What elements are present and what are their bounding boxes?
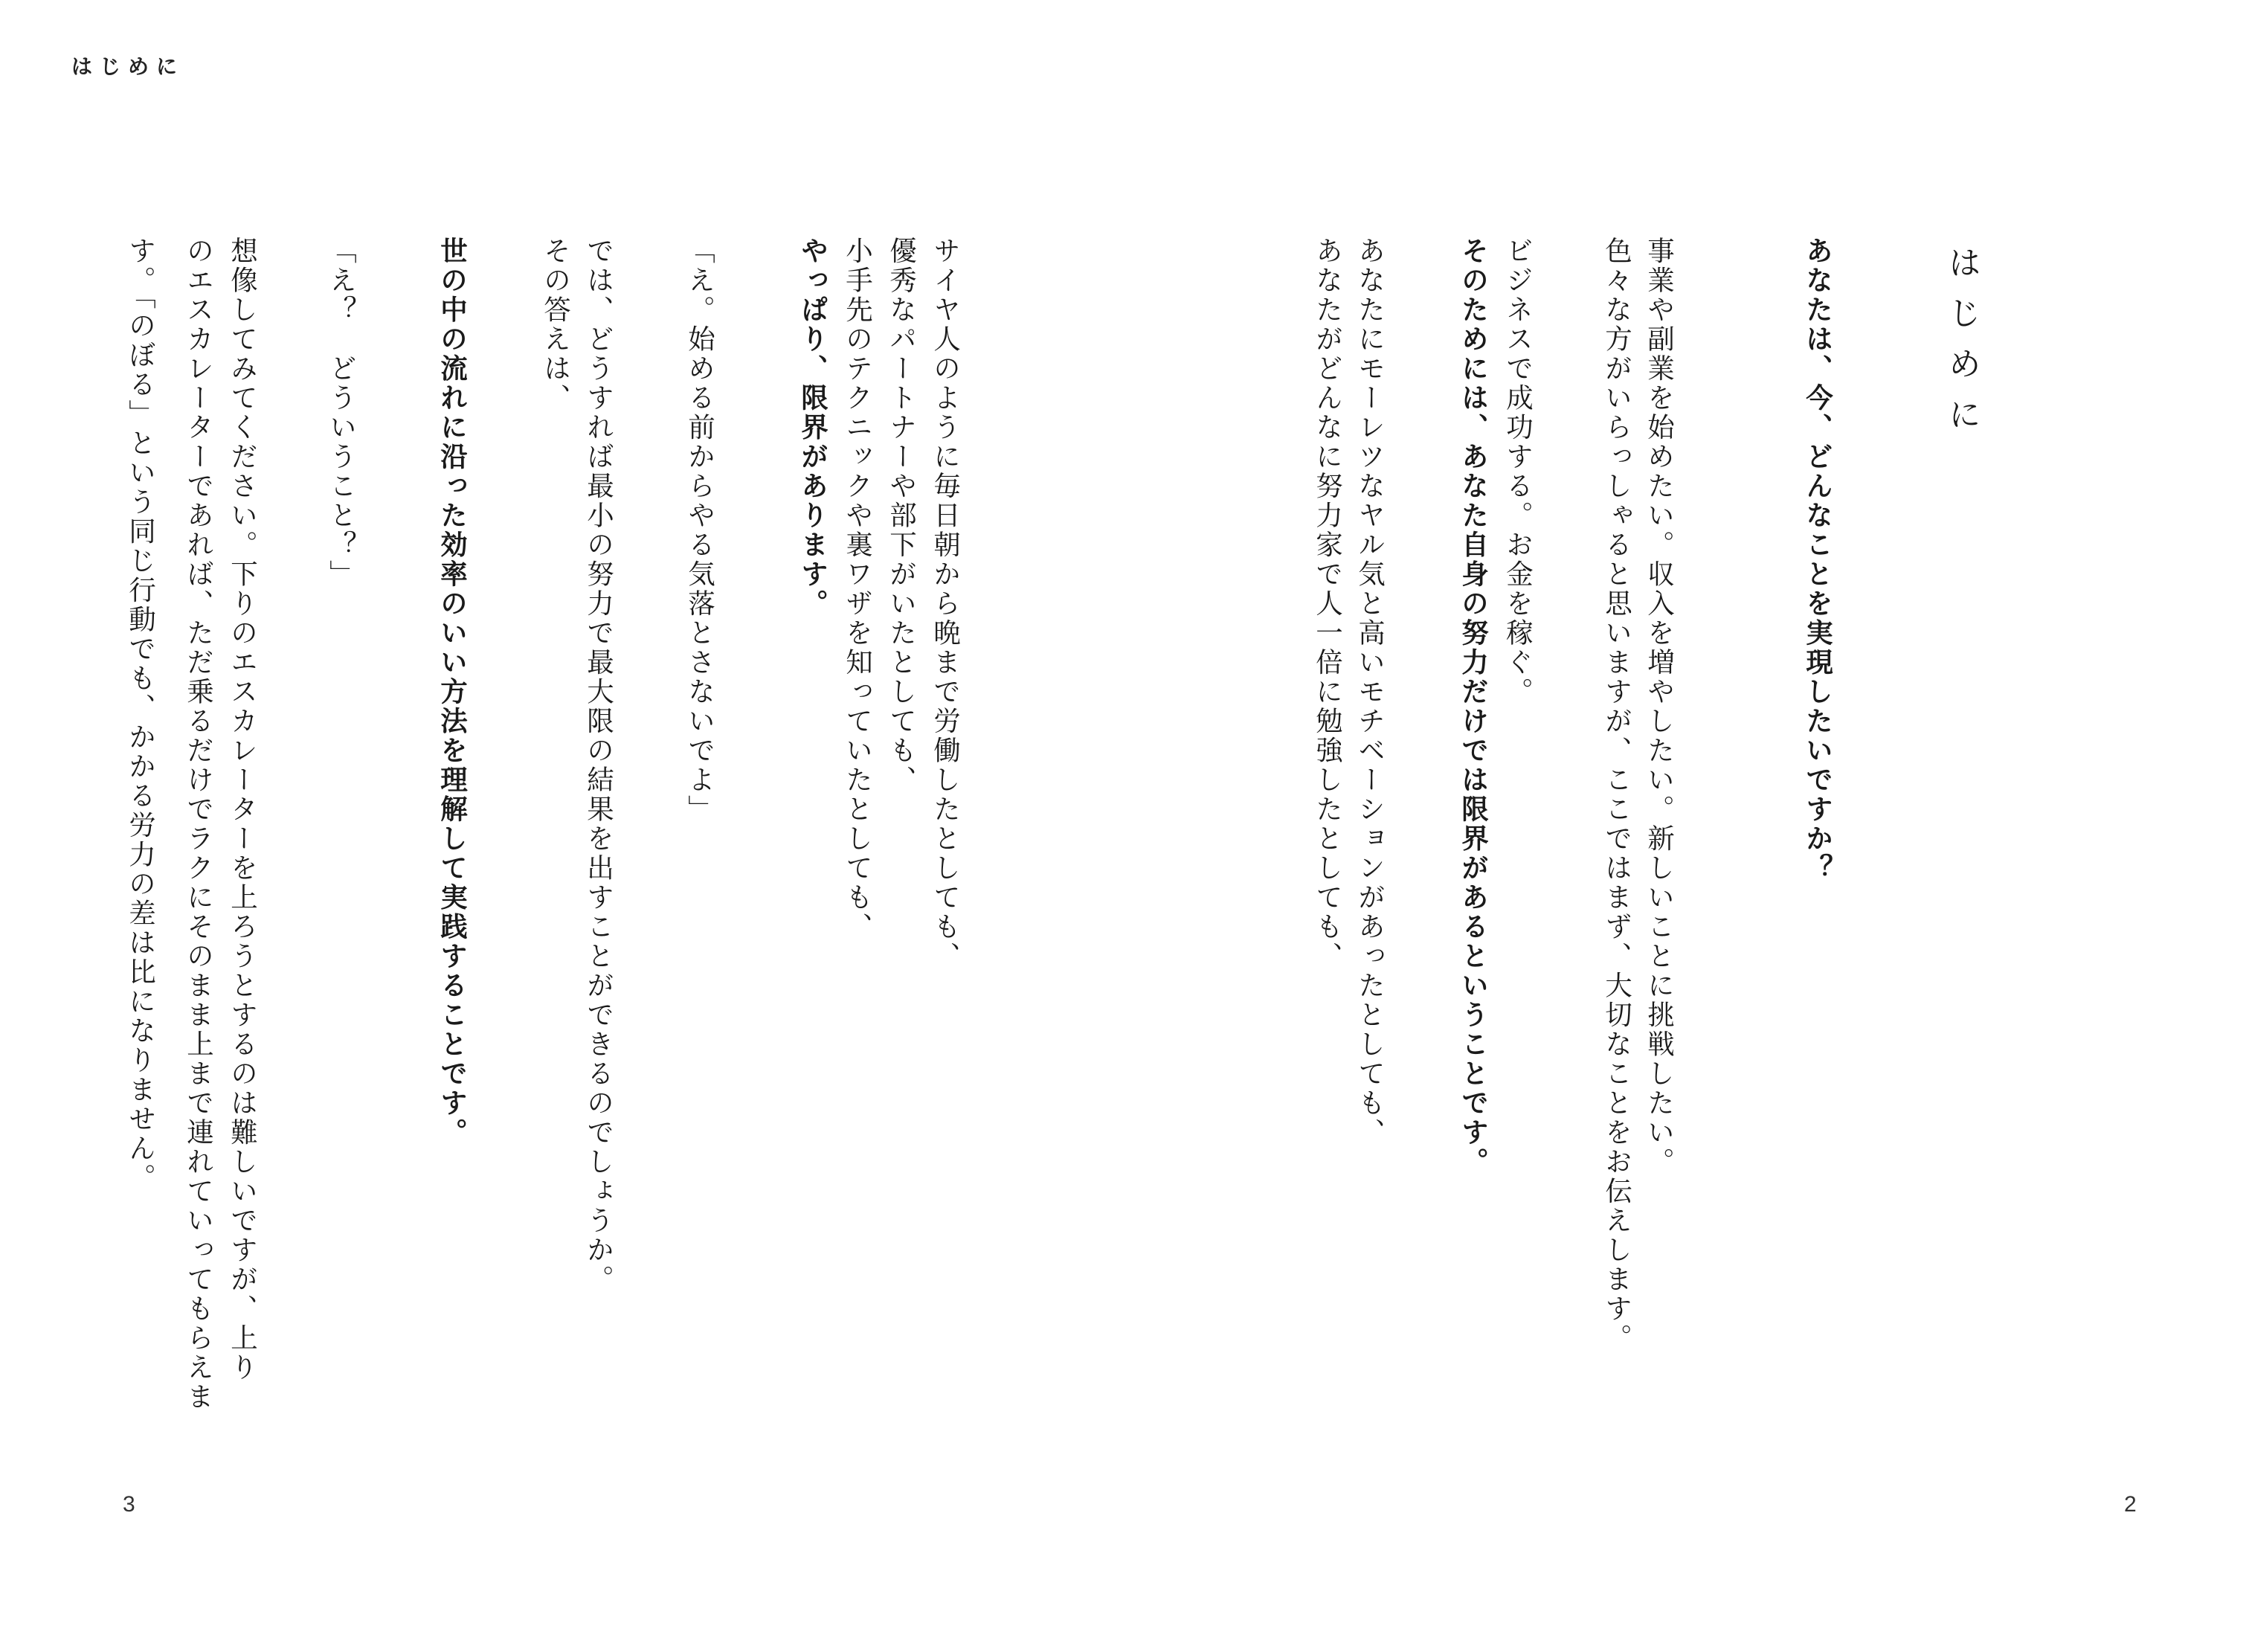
body-line: あなたにモーレツなヤル気と高いモチベーションがあったとしても、 [1354,237,1386,1148]
running-head: はじめに [71,54,185,79]
body-line-emphasis: 世の中の流れに沿った効率のいい方法を理解して実践することです。 [436,237,469,1148]
body-line: す。「のぼる」という同じ行動でも、かかる労力の差は比になりません。 [124,237,157,1193]
body-line: のエスカレーターであれば、ただ乗るだけでラクにそのまま上まで連れていってもらえま [182,237,215,1412]
body-line-quote: 「え。始める前からやる気落とさないでよ」 [683,237,716,824]
body-line-quote: 「え？ どういうこと？」 [325,237,358,589]
body-line-emphasis: やっぱり、限界があります。 [797,237,829,619]
body-line: 色々な方がいらっしゃると思いますが、ここではまず、大切なことをお伝えします。 [1600,237,1633,1353]
body-line: あなたがどんなに努力家で人一倍に勉強したとしても、 [1311,237,1344,971]
body-line: ビジネスで成功する。お金を稼ぐ。 [1502,237,1534,707]
body-line: 優秀なパートナーや部下がいたとしても、 [885,237,918,795]
body-line: 想像してみてください。下りのエスカレーターを上ろうとするのは難しいですが、上り [226,237,259,1383]
body-line: 小手先のテクニックや裏ワザを知っていたとしても、 [841,237,874,942]
page-number-left: 3 [123,1492,135,1517]
body-line: では、どうすれば最小の努力で最大限の結果を出すことができるのでしょうか。 [582,237,615,1294]
body-line: 事業や副業を始めたい。収入を増やしたい。新しいことに挑戦したい。 [1643,237,1676,1177]
page-number-right: 2 [2124,1492,2137,1517]
body-line-question: あなたは、今、どんなことを実現したいですか？ [1801,237,1834,883]
body-line-emphasis: そのためには、あなた自身の努力だけでは限界があるということです。 [1457,237,1490,1177]
chapter-title: はじめに [1943,245,1981,448]
body-line: その答えは、 [539,237,572,413]
body-line: サイヤ人のように毎日朝から晩まで労働したとしても、 [929,237,962,971]
